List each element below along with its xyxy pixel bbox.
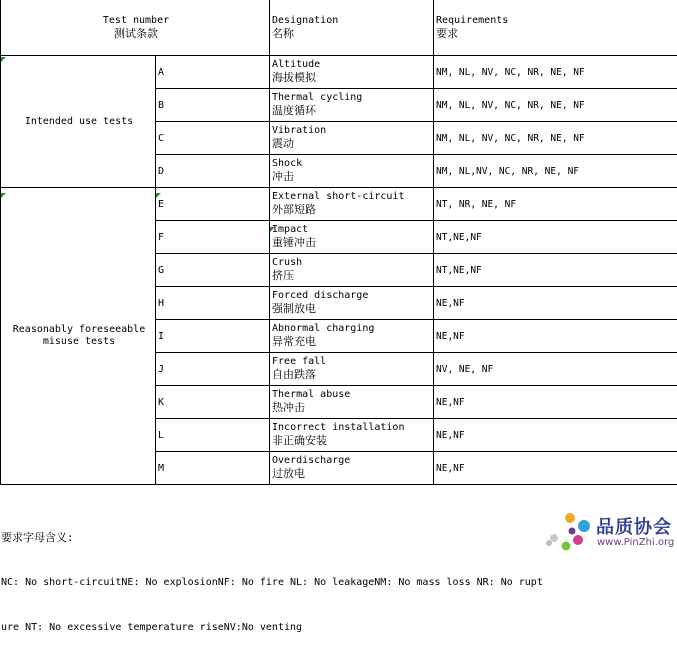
header-requirements: [434, 0, 677, 56]
designation-cn: 冲击: [272, 170, 433, 184]
requirement-cell: NM, NL, NV, NC, NR, NE, NF: [434, 89, 677, 122]
designation-cell: [270, 419, 434, 452]
legend-line-2: ure NT: No excessive temperature riseNV:No venting: [1, 620, 677, 635]
designation-cn: 温度循环: [272, 104, 433, 118]
group-misuse-label-line2: misuse tests: [3, 336, 155, 348]
designation-cn: 强制放电: [272, 302, 433, 316]
test-id: F: [156, 221, 270, 254]
requirement-cell: NE,NF: [434, 386, 677, 419]
designation-cell: [270, 287, 434, 320]
requirement-cell: NM, NL, NV, NC, NR, NE, NF: [434, 56, 677, 89]
legend-line-1: NC: No short-circuitNE: No explosionNF: No fire NL: No leakageNM: No mass loss NR: No rupt: [1, 575, 677, 590]
header-test-number-en: Test number: [3, 15, 269, 27]
header-designation-cn: 名称: [272, 27, 433, 41]
requirement-cell: NE,NF: [434, 320, 677, 353]
test-id: K: [156, 386, 270, 419]
designation-cell: [270, 122, 434, 155]
designation-cn: 重锤冲击: [272, 236, 433, 250]
header-designation: [270, 0, 434, 56]
designation-en: Crush: [272, 257, 433, 269]
designation-en: Abnormal charging: [272, 323, 433, 335]
designation-en: External short-circuit: [272, 191, 433, 203]
header-requirements-cn: 要求: [436, 27, 677, 41]
requirement-cell: NT,NE,NF: [434, 221, 677, 254]
table-row: [1, 188, 677, 221]
test-id: G: [156, 254, 270, 287]
requirement-cell: NE,NF: [434, 452, 677, 485]
header-test-number-cn: 测试条款: [3, 27, 269, 41]
comment-indicator-icon: [1, 57, 6, 62]
designation-en: Overdischarge: [272, 455, 433, 467]
pinzhi-logo-icon: [540, 510, 596, 556]
test-id: E: [156, 188, 270, 221]
designation-cn: 外部短路: [272, 203, 433, 217]
test-id: D: [156, 155, 270, 188]
header-row: [1, 0, 677, 56]
designation-cn: 自由跌落: [272, 368, 433, 382]
table-row: [1, 56, 677, 89]
designation-cell: [270, 320, 434, 353]
group-misuse-label-line1: Reasonably foreseeable: [3, 324, 155, 336]
designation-cell: [270, 353, 434, 386]
group-misuse: [1, 188, 156, 485]
designation-cell: [270, 89, 434, 122]
test-id: L: [156, 419, 270, 452]
comment-indicator-icon: [156, 193, 161, 198]
designation-cn: 震动: [272, 137, 433, 151]
requirement-cell: NM, NL, NV, NC, NR, NE, NF: [434, 122, 677, 155]
test-id: I: [156, 320, 270, 353]
requirement-cell: NT,NE,NF: [434, 254, 677, 287]
test-id: A: [156, 56, 270, 89]
test-id: H: [156, 287, 270, 320]
designation-cell: [270, 221, 434, 254]
comment-indicator-icon: [1, 193, 6, 198]
requirement-cell: NT, NR, NE, NF: [434, 188, 677, 221]
requirement-cell: NE,NF: [434, 287, 677, 320]
designation-en: Vibration: [272, 125, 433, 137]
designation-cn: 过放电: [272, 467, 433, 481]
designation-en: Forced discharge: [272, 290, 433, 302]
designation-cn: 非正确安装: [272, 434, 433, 448]
designation-en: Thermal cycling: [272, 92, 433, 104]
test-id: M: [156, 452, 270, 485]
designation-cell: [270, 56, 434, 89]
designation-cn: 热冲击: [272, 401, 433, 415]
watermark-logo: [540, 510, 677, 557]
header-requirements-en: Requirements: [436, 15, 677, 27]
legend-title: 要求字母含义:: [1, 530, 677, 545]
designation-cell: [270, 386, 434, 419]
requirement-cell: NM, NL,NV, NC, NR, NE, NF: [434, 155, 677, 188]
test-id: J: [156, 353, 270, 386]
designation-cell: [270, 254, 434, 287]
requirement-cell: NE,NF: [434, 419, 677, 452]
header-test-number: [1, 0, 270, 56]
designation-cn: 挤压: [272, 269, 433, 283]
group-intended-use: [1, 56, 156, 188]
designation-en: Incorrect installation: [272, 422, 433, 434]
test-id: C: [156, 122, 270, 155]
designation-cell: [270, 188, 434, 221]
designation-en: Impact: [272, 224, 433, 236]
watermark-brand: 品质协会: [596, 513, 672, 539]
designation-en: Shock: [272, 158, 433, 170]
watermark-url: www.PinZhi.org: [597, 537, 674, 548]
designation-cell: [270, 452, 434, 485]
group-intended-use-label: Intended use tests: [25, 116, 133, 127]
designation-cn: 异常充电: [272, 335, 433, 349]
comment-indicator-icon: [270, 227, 275, 232]
designation-en: Thermal abuse: [272, 389, 433, 401]
designation-cell: [270, 155, 434, 188]
header-designation-en: Designation: [272, 15, 433, 27]
designation-en: Altitude: [272, 59, 433, 71]
designation-en: Free fall: [272, 356, 433, 368]
test-id: B: [156, 89, 270, 122]
designation-cn: 海拔模拟: [272, 71, 433, 85]
requirement-cell: NV, NE, NF: [434, 353, 677, 386]
